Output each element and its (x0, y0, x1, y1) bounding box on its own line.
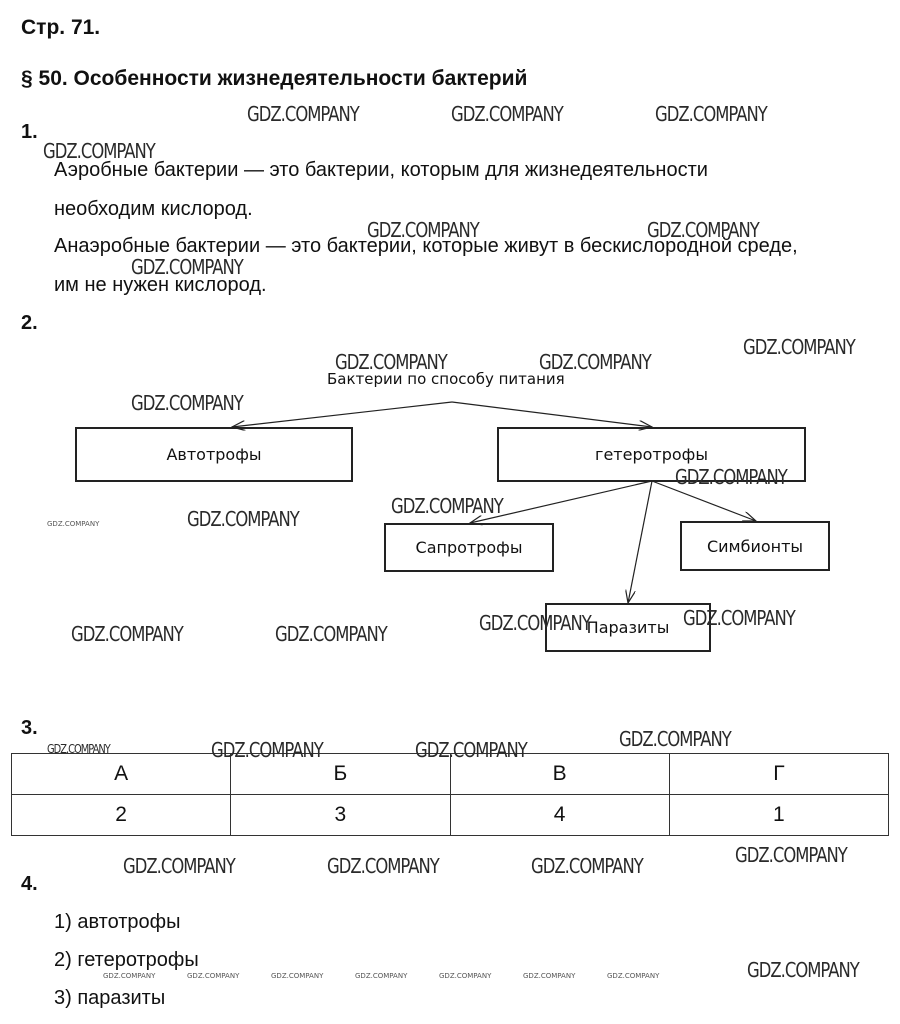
box-saprotrophs: Сапротрофы (384, 523, 554, 572)
watermark: GDZ.COMPANY (683, 606, 795, 630)
table-header-g: Г (669, 754, 888, 795)
watermark: GDZ.COMPANY (607, 972, 660, 980)
watermark: GDZ.COMPANY (415, 738, 527, 762)
table-header-b: Б (231, 754, 450, 795)
watermark: GDZ.COMPANY (131, 255, 243, 279)
watermark: GDZ.COMPANY (123, 854, 235, 878)
task2-number: 2. (21, 312, 38, 334)
task1-line4: им не нужен кислород. (54, 274, 267, 296)
watermark: GDZ.COMPANY (735, 843, 847, 867)
watermark: GDZ.COMPANY (367, 218, 479, 242)
watermark: GDZ.COMPANY (211, 738, 323, 762)
task1-line3: Анаэробные бактерии — это бактерии, которые живут в бескислородной среде, (54, 235, 798, 257)
watermark: GDZ.COMPANY (531, 854, 643, 878)
answer-table (11, 753, 889, 836)
watermark: GDZ.COMPANY (655, 102, 767, 126)
watermark: GDZ.COMPANY (439, 972, 492, 980)
task4-item-3: 3) паразиты (54, 987, 166, 1009)
table-header-v: В (450, 754, 669, 795)
watermark: GDZ.COMPANY (675, 465, 787, 489)
table-cell: 2 (12, 795, 231, 836)
watermark: GDZ.COMPANY (391, 494, 503, 518)
watermark: GDZ.COMPANY (103, 972, 156, 980)
watermark: GDZ.COMPANY (47, 520, 100, 528)
table-row (12, 795, 889, 836)
box-symbionts: Симбионты (680, 521, 830, 571)
box-autotrophs: Автотрофы (75, 427, 353, 482)
watermark: GDZ.COMPANY (187, 507, 299, 531)
arrow-to-parasites (628, 481, 652, 603)
watermark: GDZ.COMPANY (275, 622, 387, 646)
watermark: GDZ.COMPANY (451, 102, 563, 126)
watermark: GDZ.COMPANY (47, 742, 110, 756)
table-cell: 1 (669, 795, 888, 836)
watermark: GDZ.COMPANY (355, 972, 408, 980)
table-cell: 4 (450, 795, 669, 836)
watermark: GDZ.COMPANY (71, 622, 183, 646)
box-parasites: Паразиты (545, 603, 711, 652)
watermark: GDZ.COMPANY (43, 139, 155, 163)
diagram-root-label: Бактерии по способу питания (327, 370, 565, 388)
watermark: GDZ.COMPANY (187, 972, 240, 980)
task4-item-2: 2) гетеротрофы (54, 949, 199, 971)
watermark: GDZ.COMPANY (479, 611, 591, 635)
watermark: GDZ.COMPANY (647, 218, 759, 242)
watermark: GDZ.COMPANY (327, 854, 439, 878)
task1-line2: необходим кислород. (54, 198, 253, 220)
task4-item-1: 1) автотрофы (54, 911, 181, 933)
watermark: GDZ.COMPANY (335, 350, 447, 374)
watermark: GDZ.COMPANY (131, 391, 243, 415)
box-heterotrophs: гетеротрофы (497, 427, 806, 482)
section-title: § 50. Особенности жизнедеятельности бактерий (21, 67, 528, 90)
watermark: GDZ.COMPANY (743, 335, 855, 359)
table-header-a: А (12, 754, 231, 795)
task3-number: 3. (21, 717, 38, 739)
watermark: GDZ.COMPANY (619, 727, 731, 751)
watermark: GDZ.COMPANY (247, 102, 359, 126)
arrow-to-autotrophs (232, 402, 452, 427)
page-label: Стр. 71. (21, 16, 101, 39)
arrow-to-heterotrophs (452, 402, 652, 427)
task4-number: 4. (21, 873, 38, 895)
watermark: GDZ.COMPANY (523, 972, 576, 980)
task1-number: 1. (21, 121, 38, 143)
watermark: GDZ.COMPANY (539, 350, 651, 374)
table-cell: 3 (231, 795, 450, 836)
task1-line1: Аэробные бактерии — это бактерии, которым для жизнедеятельности (54, 159, 708, 181)
watermark: GDZ.COMPANY (271, 972, 324, 980)
watermark: GDZ.COMPANY (747, 958, 859, 982)
